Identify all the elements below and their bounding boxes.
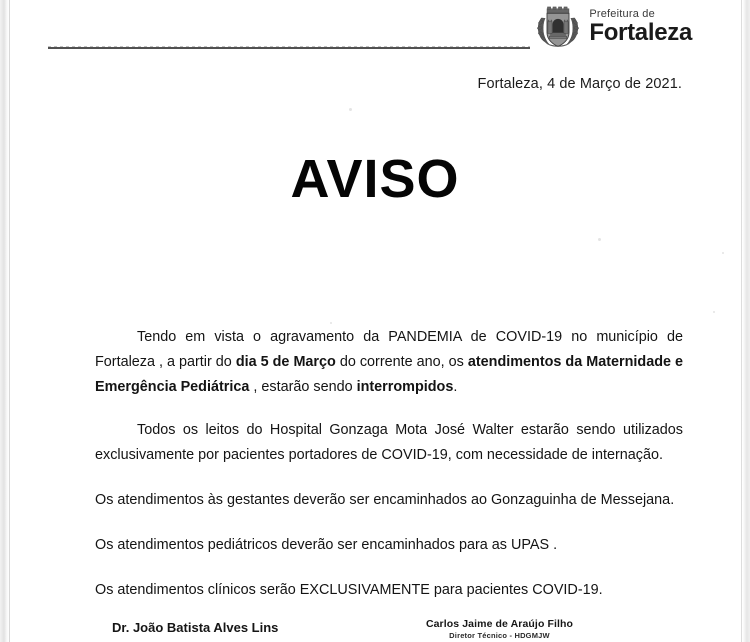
scan-speck	[722, 252, 724, 254]
scan-speck	[598, 238, 601, 241]
p1-segment-g: .	[453, 379, 458, 395]
p1-segment-a: Tendo em vista o agravamento da PANDEMIA de COVID-19 no município de Fortaleza , a partir do	[95, 329, 683, 370]
scan-speck	[330, 322, 332, 324]
signature-right-role: Diretor Técnico - HDGMJW	[449, 631, 550, 640]
signature-right	[412, 618, 587, 640]
paragraph-3: Os atendimentos às gestantes deverão ser encaminhados ao Gonzaguinha de Messejana.	[95, 492, 675, 508]
page-edge-right	[742, 0, 750, 642]
signature-block	[0, 620, 750, 642]
signature-left-name: Dr. João Batista Alves Lins	[112, 620, 279, 635]
date-line: Fortaleza, 4 de Março de 2021.	[477, 76, 682, 92]
scan-speck	[349, 108, 352, 111]
p1-segment-c: do corrente ano, os	[335, 354, 468, 370]
page-title: AVISO	[290, 149, 460, 209]
p1-segment-b-bold: dia 5 de Março	[235, 354, 336, 370]
scan-speck	[713, 311, 715, 313]
page-edge-right-line	[741, 0, 742, 642]
document-body	[95, 325, 683, 603]
brand-subtitle: Prefeitura de	[589, 8, 655, 20]
letterhead	[535, 6, 692, 50]
p1-segment-d-bold: atendimentos da Maternidade e Emergência Pediátrica	[95, 354, 684, 395]
paragraph-5: Os atendimentos clínicos serão EXCLUSIVAMENTE para pacientes COVID-19.	[95, 582, 603, 598]
p1-segment-e: , estarão sendo	[249, 379, 357, 395]
header-divider-rule	[48, 47, 530, 49]
paragraph-2: Todos os leitos do Hospital Gonzaga Mota José Walter estarão sendo utilizados exclusivamente por pacientes portadores de COVID-19, com necessidade de internação.	[95, 422, 683, 463]
p1-segment-f-bold: interrompidos	[356, 379, 454, 395]
brand-text	[589, 9, 692, 47]
brand-title: Fortaleza	[589, 19, 692, 46]
fortaleza-coat-of-arms-icon	[535, 6, 581, 50]
page-edge-left	[0, 0, 9, 642]
paragraph-4: Os atendimentos pediátricos deverão ser encaminhados para as UPAS .	[95, 537, 558, 553]
paragraph-1	[95, 325, 683, 400]
signature-right-name: Carlos Jaime de Araújo Filho	[425, 618, 574, 630]
page-edge-left-line	[9, 0, 10, 642]
